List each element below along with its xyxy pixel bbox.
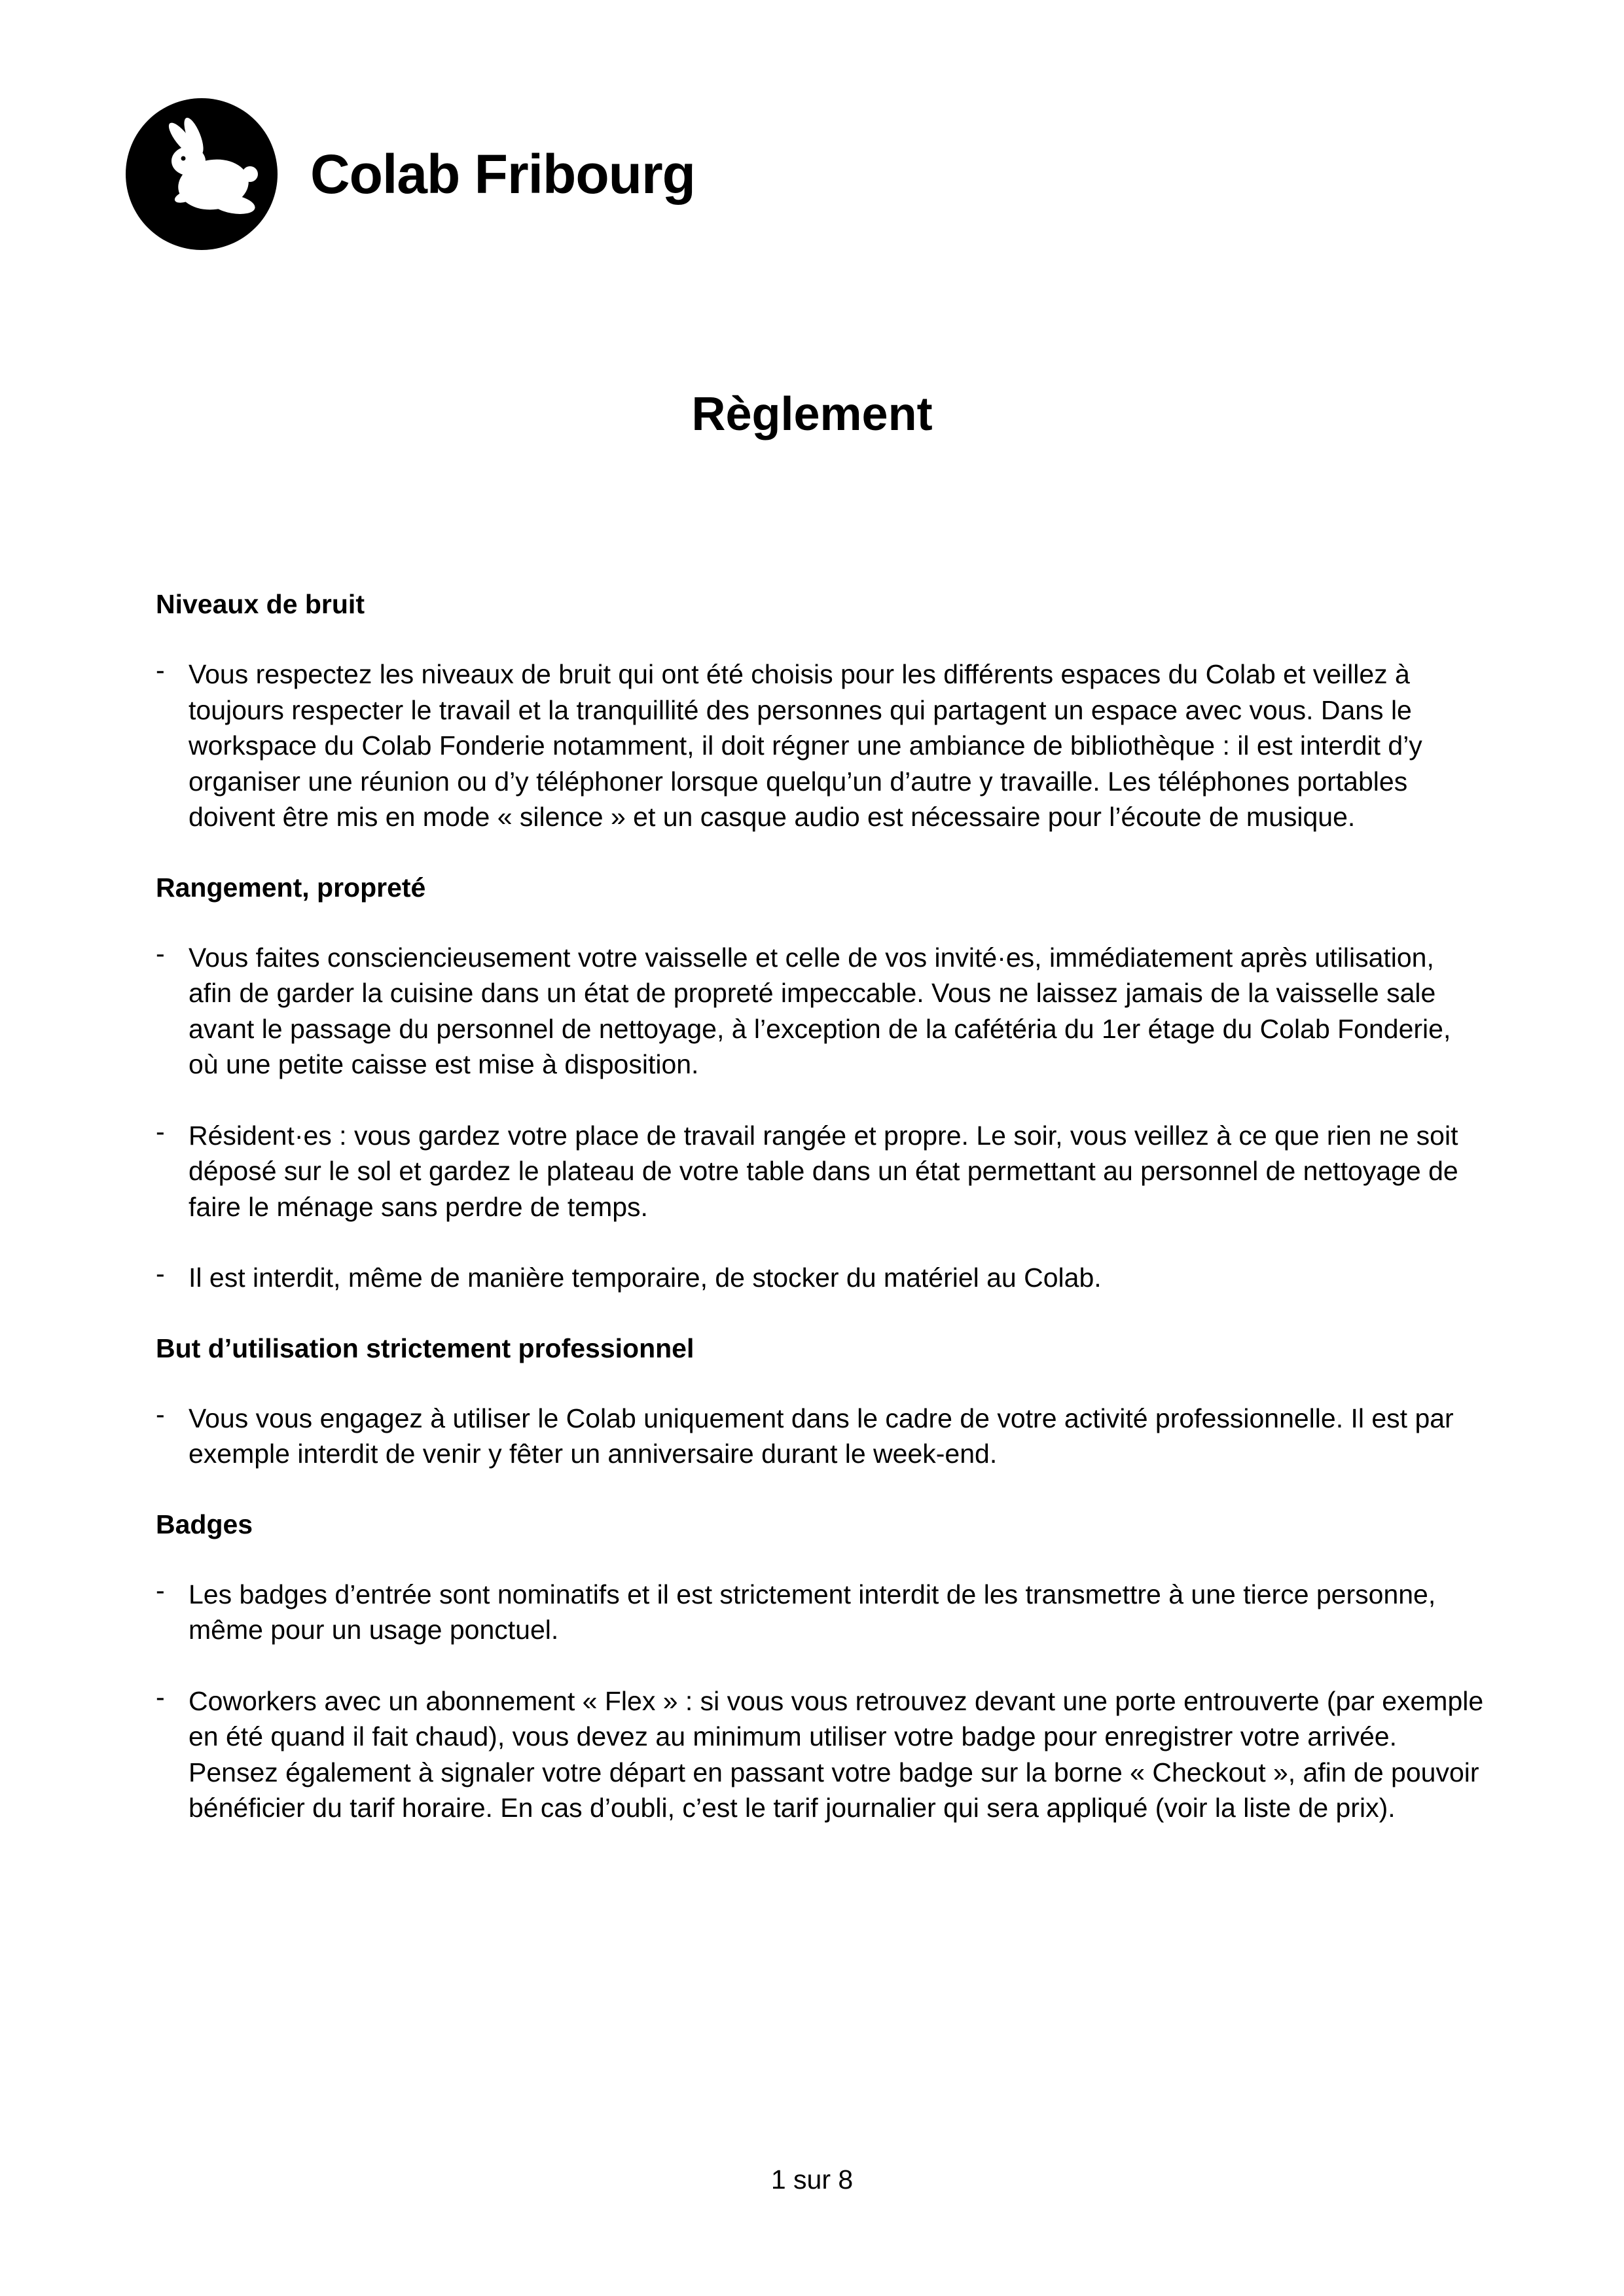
list-item (156, 1683, 1485, 1826)
section-professional-use (156, 1330, 1485, 1472)
bullet-dash: - (156, 938, 165, 969)
list-item (156, 656, 1485, 835)
bullet-dash: - (156, 655, 165, 685)
brand-name: Colab Fribourg (310, 143, 695, 205)
bullet-dash: - (156, 1116, 165, 1147)
document-header (126, 98, 695, 250)
bullet-dash: - (156, 1575, 165, 1605)
bullet-dash: - (156, 1681, 165, 1712)
section-noise-levels (156, 586, 1485, 835)
bullet-dash: - (156, 1399, 165, 1429)
section-heading: Niveaux de bruit (156, 589, 365, 619)
list-item (156, 1401, 1485, 1472)
list-item-text: Coworkers avec un abonnement « Flex » : si vous vous retrouvez devant une porte entrouverte (par exemple en été quand il fait chaud), vous devez au minimum utiliser votre badge pour enregistrer votre arrivée. Pensez également à signaler votre départ en passant votre badge sur la borne « Checkout », afin de pouvoir bénéficier du tarif horaire. En cas d’oubli, c’est le tarif journalier qui sera appliqué (voir la liste de prix). (189, 1685, 1484, 1823)
bullet-dash: - (156, 1259, 165, 1289)
list-item (156, 1260, 1485, 1296)
list-item-text: Les badges d’entrée sont nominatifs et il est strictement interdit de les transmettre à une tierce personne, même pour un usage ponctuel. (189, 1579, 1436, 1645)
section-heading: But d’utilisation strictement professionnel (156, 1333, 695, 1363)
page-indicator: 1 sur 8 (770, 2164, 854, 2195)
section-heading: Rangement, propreté (156, 872, 426, 903)
list-item-text: Il est interdit, même de manière temporaire, de stocker du matériel au Colab. (189, 1263, 1102, 1293)
list-item-text: Résident·es : vous gardez votre place de travail rangée et propre. Le soir, vous veillez à ce que rien ne soit déposé sur le sol et gardez le plateau de votre table dans un état permettant au personnel de nettoyage de faire le ménage sans perdre de temps. (189, 1120, 1458, 1222)
section-badges (156, 1506, 1485, 1826)
list-item-text: Vous faites consciencieusement votre vaisselle et celle de vos invité·es, immédiatement après utilisation, afin de garder la cuisine dans un état de propreté impeccable. Vous ne laissez jamais de la vaisselle sale avant le passage du personnel de nettoyage, à l’exception de la cafétéria du 1er étage du Colab Fonderie, où une petite caisse est mise à disposition. (189, 942, 1451, 1079)
list-item (156, 1577, 1485, 1648)
list-item-text: Vous respectez les niveaux de bruit qui ont été choisis pour les différents espaces du Colab et veillez à toujours respecter le travail et la tranquillité des personnes qui partagent un espace avec vous. Dans le workspace du Colab Fonderie notamment, il doit régner une ambiance de bibliothèque : il est interdit d’y organiser une réunion ou d’y téléphoner lorsque quelqu’un d’autre y travaille. Les téléphones portables doivent être mis en mode « silence » et un casque audio est nécessaire pour l’écoute de musique. (189, 659, 1422, 832)
section-heading: Badges (156, 1509, 253, 1539)
list-item (156, 1118, 1485, 1225)
list-item (156, 940, 1485, 1083)
rules-content (156, 586, 1485, 1860)
page-title: Règlement (691, 388, 933, 440)
section-tidiness (156, 869, 1485, 1296)
list-item-text: Vous vous engagez à utiliser le Colab uniquement dans le cadre de votre activité professionnelle. Il est par exemple interdit de venir y fêter un anniversaire durant le week-end. (189, 1403, 1454, 1469)
rabbit-logo-icon (126, 98, 278, 250)
